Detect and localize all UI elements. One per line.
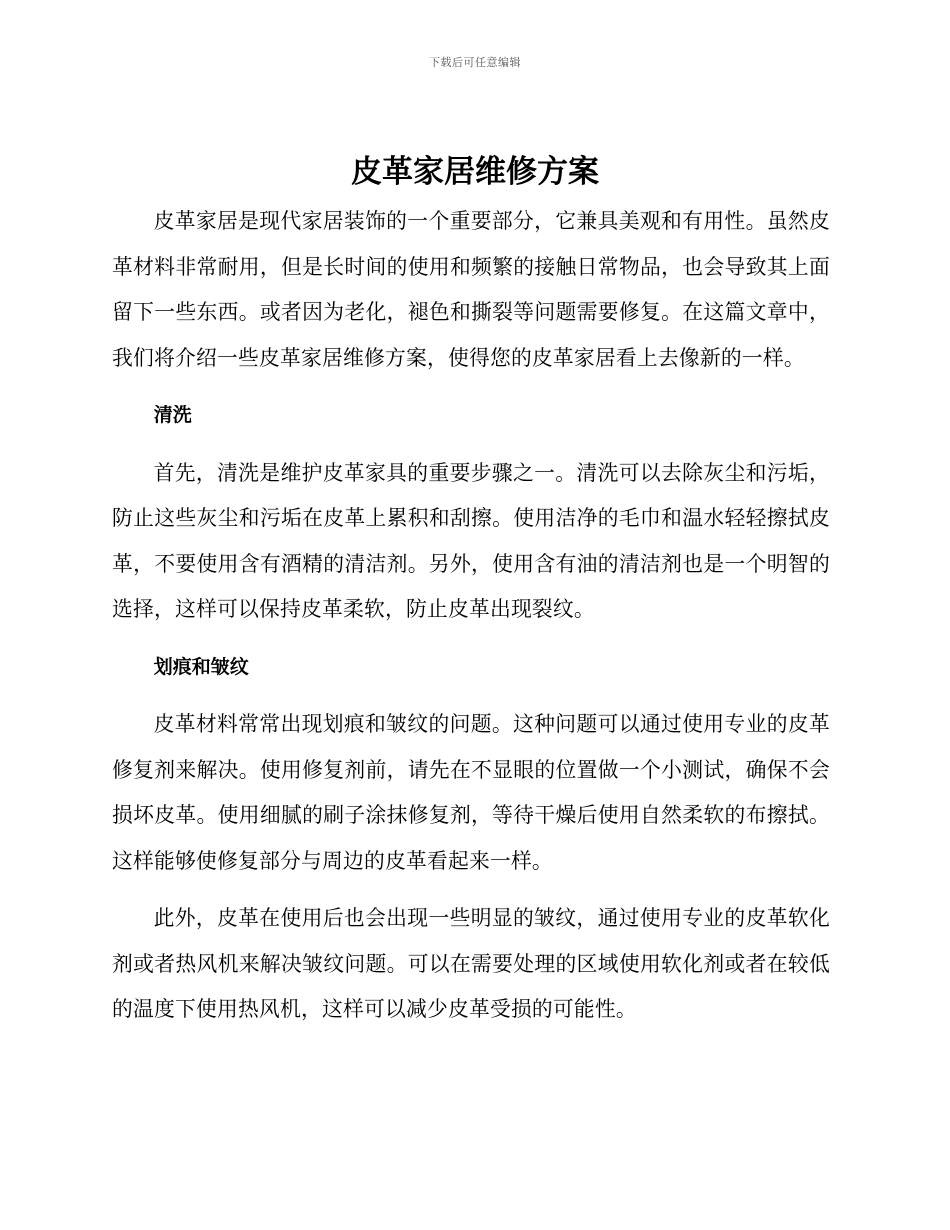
section-heading-cleaning: 清洗 xyxy=(153,404,192,426)
cleaning-paragraph: 首先，清洗是维护皮革家具的重要步骤之一。清洗可以去除灰尘和污垢，防止这些灰尘和污垢在皮革上累积和刮擦。使用洁净的毛巾和温水轻轻擦拭皮革，不要使用含有酒精的清洁剂。另外，使用含有油的清洁剂也是一个明智的选择，这样可以保持皮革柔软，防止皮革出现裂纹。 xyxy=(112,460,830,621)
wrinkles-paragraph: 此外，皮革在使用后也会出现一些明显的皱纹，通过使用专业的皮革软化剂或者热风机来解决皱纹问题。可以在需要处理的区域使用软化剂或者在较低的温度下使用热风机，这样可以减少皮革受损的可能性。 xyxy=(112,906,830,1021)
intro-paragraph: 皮革家居是现代家居装饰的一个重要部分，它兼具美观和有用性。虽然皮革材料非常耐用，但是长时间的使用和频繁的接触日常物品，也会导致其上面留下一些东西。或者因为老化，褪色和撕裂等问题需要修复。在这篇文章中，我们将介绍一些皮革家居维修方案，使得您的皮革家居看上去像新的一样。 xyxy=(112,209,830,370)
header-note: 下载后可任意编辑 xyxy=(429,56,521,69)
document-title: 皮革家居维修方案 xyxy=(351,154,599,190)
document-body xyxy=(112,199,830,1045)
section-heading-scratches-wrinkles: 划痕和皱纹 xyxy=(153,655,249,678)
scratches-paragraph: 皮革材料常常出现划痕和皱纹的问题。这种问题可以通过使用专业的皮革修复剂来解决。使用修复剂前，请先在不显眼的位置做一个小测试，确保不会损坏皮革。使用细腻的刷子涂抹修复剂，等待干燥后使用自然柔软的布擦拭。这样能够使修复部分与周边的皮革看起来一样。 xyxy=(112,712,830,873)
